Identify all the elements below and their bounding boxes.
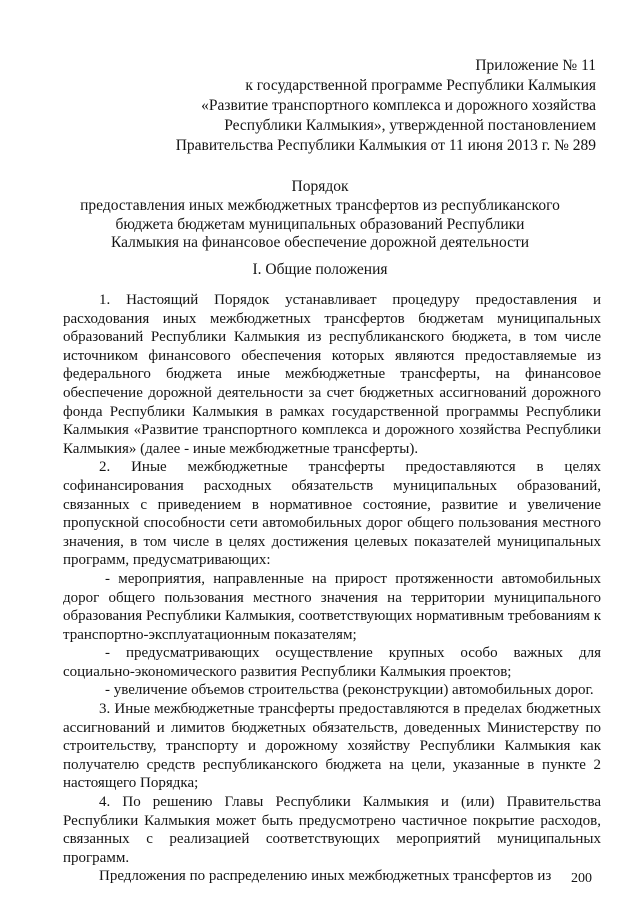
document-title: Порядок bbox=[291, 178, 349, 195]
appendix-header bbox=[126, 56, 596, 156]
list-item: - мероприятия, направленные на прирост протяженности автомобильных дорог общего пользования местного значения на территории муниципального образования Республики Калмыкия, соответствующих нормативным требованиям к транспортно-эксплуатационным показателям; bbox=[63, 570, 601, 643]
document-body bbox=[63, 291, 601, 886]
paragraph: 4. По решению Главы Республики Калмыкия и (или) Правительства Республики Калмыкия может быть предусмотрено частичное покрытие расходов, связанных с реализацией соответствующих мероприятий муниципальных программ. bbox=[63, 794, 601, 866]
list-item: - предусматривающих осуществление крупных особо важных для социально-экономического развития Республики Калмыкия проектов; bbox=[63, 645, 601, 680]
appendix-line: к государственной программе Республики Калмыкия bbox=[245, 77, 596, 94]
paragraph: 2. Иные межбюджетные трансферты предоставляются в целях софинансирования расходных обязательств муниципальных образований, связанных с приведением в нормативное состояние, развитие и увеличение пропускной способности сети автомобильных дорог общего пользования местного значения, в том числе в целях достижения целевых показателей муниципальных программ, предусматривающих: bbox=[63, 459, 601, 569]
list-item: - увеличение объемов строительства (реконструкции) автомобильных дорог. bbox=[105, 682, 594, 699]
page-number: 200 bbox=[571, 871, 592, 886]
document-subtitle: предоставления иных межбюджетных трансфертов из республиканского бюджета бюджетам муниципальных образований Республики Калмыкия на финансовое обеспечение дорожной деятельности bbox=[80, 197, 560, 251]
appendix-line: Приложение № 11 bbox=[475, 57, 596, 74]
appendix-line: «Развитие транспортного комплекса и дорожного хозяйства bbox=[201, 97, 596, 114]
paragraph: 1. Настоящий Порядок устанавливает процедуру предоставления и расходования иных межбюджетных трансфертов бюджетам муниципальных образований Республики Калмыкия из республиканского бюджета, в том числе источником финансового обеспечения которых являются предоставляемые из федерального бюджета иные межбюджетные трансферты, на финансовое обеспечение дорожной деятельности за счет бюджетных ассигнований дорожного фонда Республики Калмыкия в рамках государственной программы Республики Калмыкия «Развитие транспортного комплекса и дорожного хозяйства Республики Калмыкия» (далее - иные межбюджетные трансферты). bbox=[63, 292, 601, 457]
appendix-line: Республики Калмыкия», утвержденной постановлением bbox=[224, 117, 596, 134]
appendix-line: Правительства Республики Калмыкия от 11 июня 2013 г. № 289 bbox=[175, 137, 596, 154]
paragraph: Предложения по распределению иных межбюджетных трансфертов из bbox=[99, 868, 552, 885]
paragraph: 3. Иные межбюджетные трансферты предоставляются в пределах бюджетных ассигнований и лимитов бюджетных обязательств, доведенных Министерству по строительству, транспорту и дорожному хозяйству Республики Калмыкия как получателю средств республиканского бюджета на цели, указанные в пункте 2 настоящего Порядка; bbox=[63, 701, 601, 792]
section-heading: I. Общие положения bbox=[252, 261, 388, 278]
